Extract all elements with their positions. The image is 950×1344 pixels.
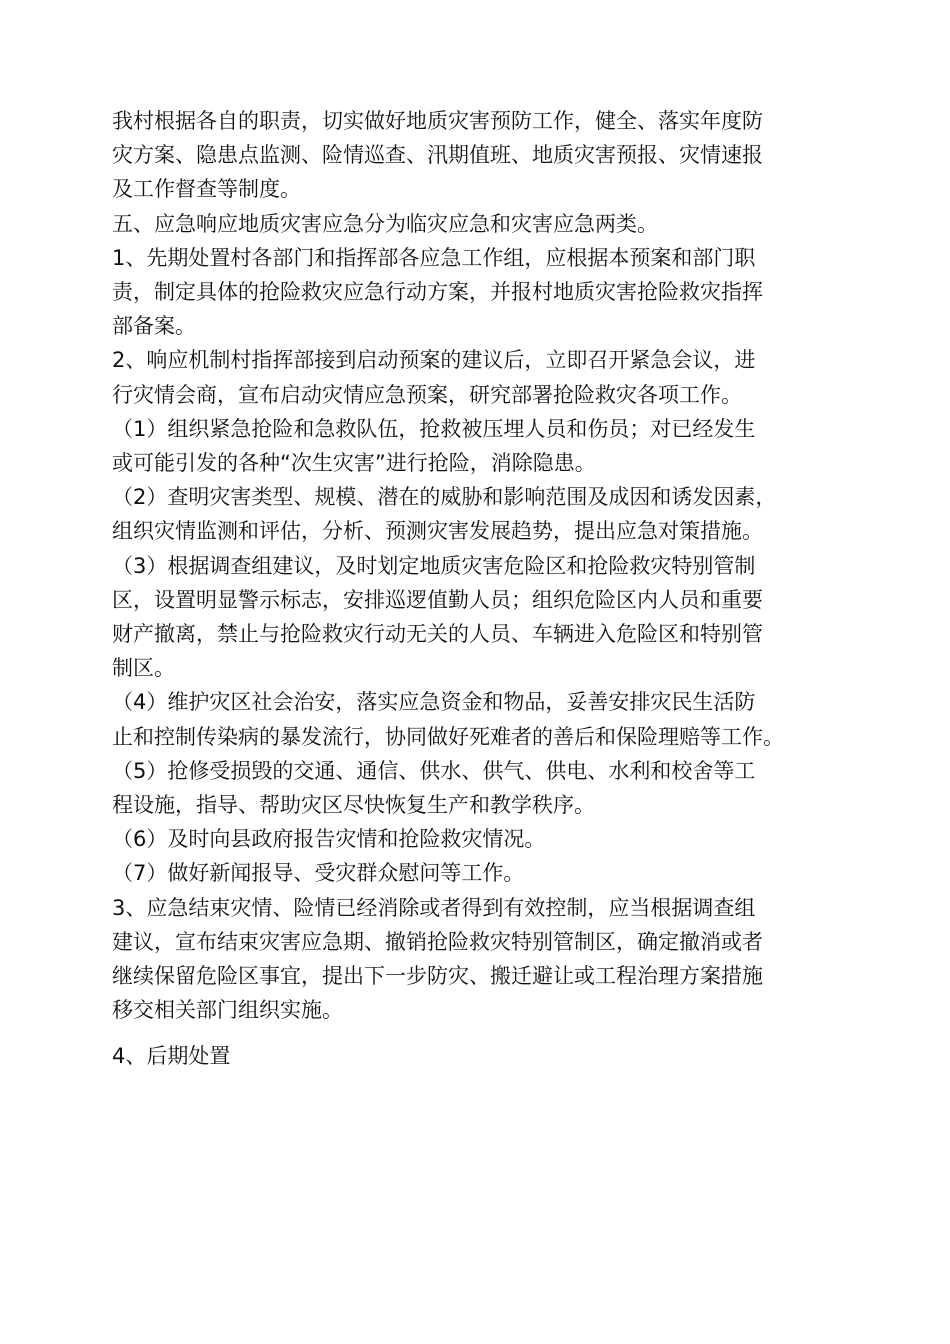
paragraph-sub-3: （3）根据调查组建议，及时划定地质灾害危险区和抢险救灾特别管制 区，设置明显警示标志，安排巡逻值勤人员；组织危险区内人员和重要 财产撤离，禁止与抢险救灾行动无关的人员、车辆进入危险区和特别管 制区。: [112, 553, 763, 681]
paragraph-sub-6: （6）及时向县政府报告灾情和抢险救灾情况。: [112, 827, 546, 852]
paragraph-intro: 我村根据各自的职责，切实做好地质灾害预防工作，健全、落实年度防 灾方案、隐患点监测、险情巡查、汛期值班、地质灾害预报、灾情速报 及工作督查等制度。: [112, 109, 763, 202]
paragraph-sub-2: （2）查明灾害类型、规模、潜在的威胁和影响范围及成因和诱发因素， 组织灾情监测和评估，分析、预测灾害发展趋势，提出应急对策措施。: [112, 485, 777, 544]
document-body: [112, 104, 852, 1074]
paragraph-item-4: 4、后期处置: [112, 1044, 231, 1069]
paragraph-item-3: 3、应急结束灾情、险情已经消除或者得到有效控制，应当根据调查组 建议，宣布结束灾害应急期、撤销抢险救灾特别管制区，确定撤消或者 继续保留危险区事宜，提出下一步防灾、搬迁避让或工程治理方案措施 移交相关部门组织实施。: [112, 895, 763, 1023]
paragraph-sub-5: （5）抢修受损毁的交通、通信、供水、供气、供电、水利和校舍等工 程设施，指导、帮助灾区尽快恢复生产和教学秩序。: [112, 758, 756, 818]
paragraph-sub-7: （7）做好新闻报导、受灾群众慰问等工作。: [112, 861, 525, 886]
paragraph-sub-1: （1）组织紧急抢险和急救队伍，抢救被压埋人员和伤员；对已经发生 或可能引发的各种“次生灾害”进行抢险，消除隐患。: [112, 416, 756, 476]
paragraph-section-five: 五、应急响应地质灾害应急分为临灾应急和灾害应急两类。: [112, 211, 658, 236]
paragraph-sub-4: （4）维护灾区社会治安，落实应急资金和物品，妥善安排灾民生活防 止和控制传染病的暴发流行，协同做好死难者的善后和保险理赔等工作。: [112, 690, 784, 749]
paragraph-item-1: 1、先期处置村各部门和指挥部各应急工作组，应根据本预案和部门职 责，制定具体的抢险救灾应急行动方案，并报村地质灾害抢险救灾指挥 部备案。: [112, 245, 763, 339]
paragraph-item-2: 2、响应机制村指挥部接到启动预案的建议后，立即召开紧急会议，进 行灾情会商，宣布启动灾情应急预案，研究部署抢险救灾各项工作。: [112, 348, 756, 407]
